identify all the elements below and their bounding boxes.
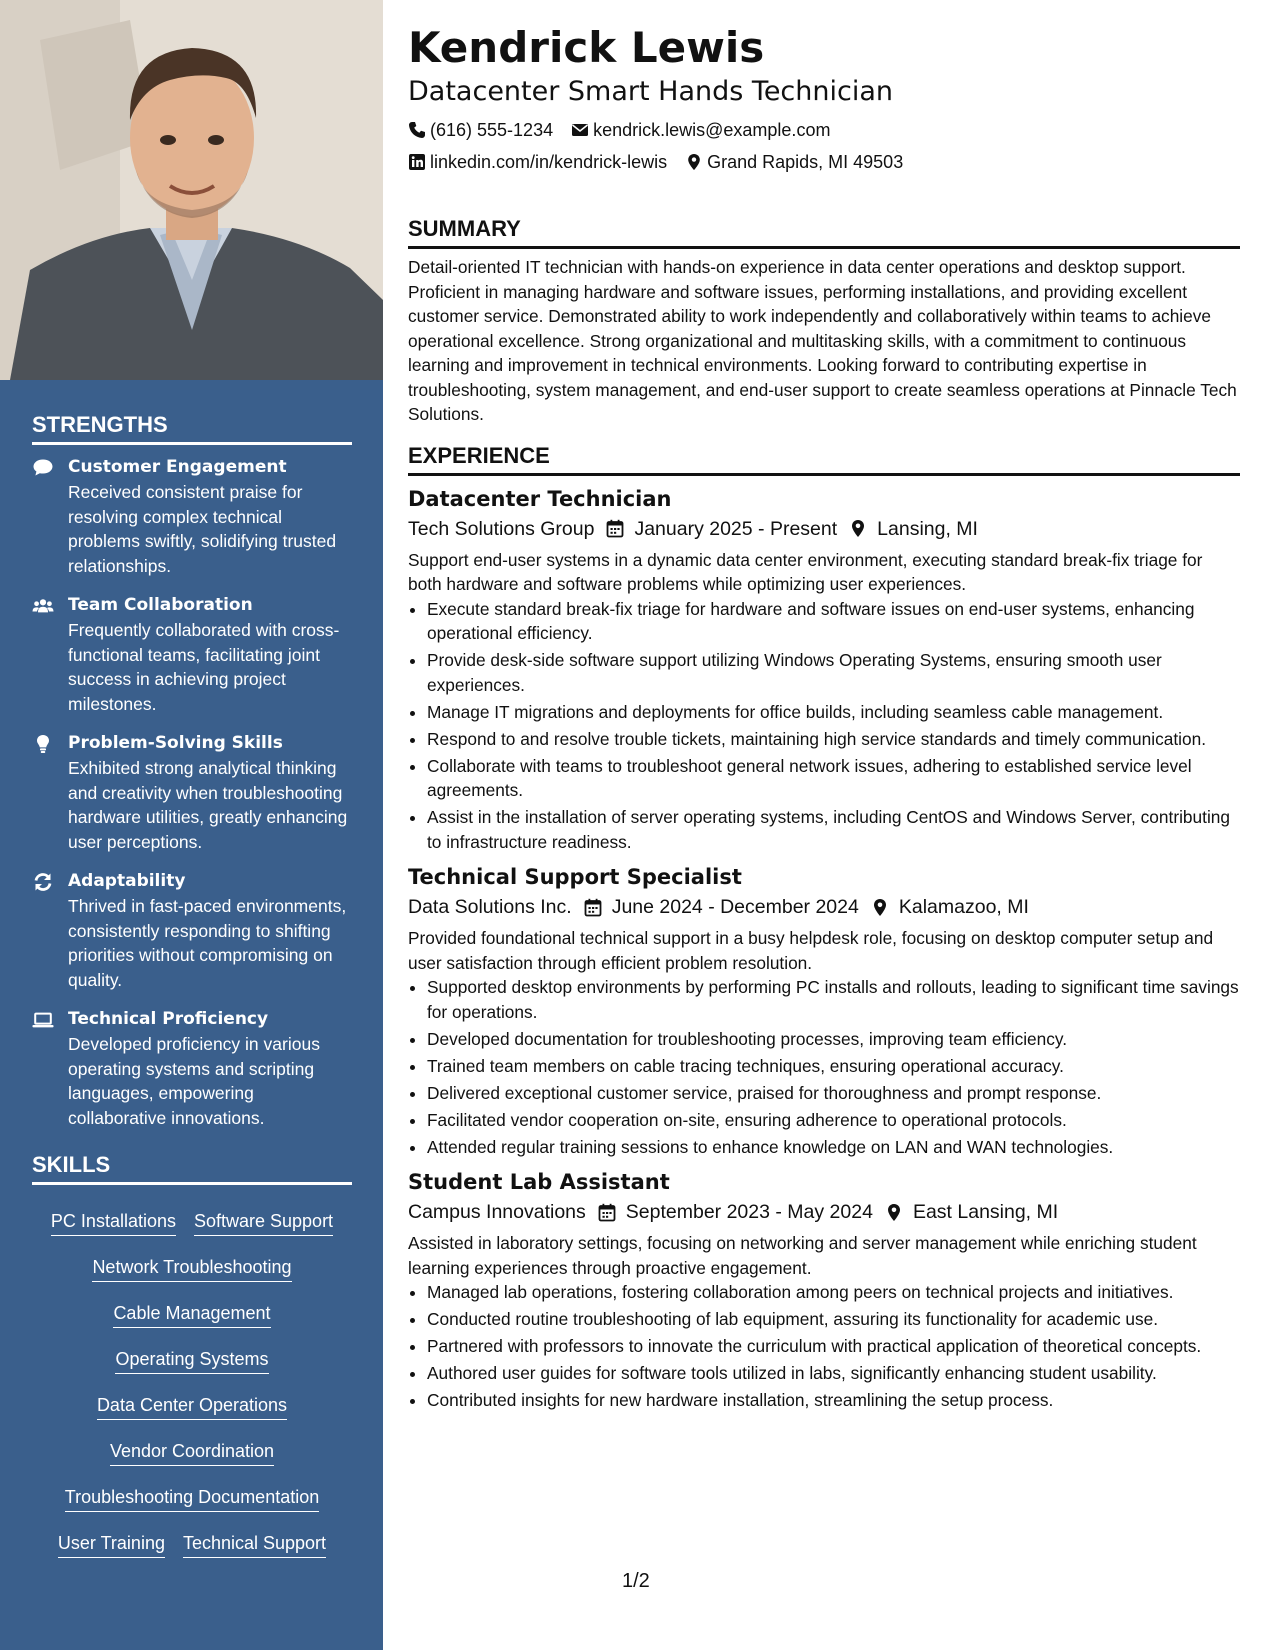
job-bullet: • Partnered with professors to innovate the curriculum with practical application of theoretical concepts. <box>427 1334 1240 1359</box>
job-entry <box>408 484 1240 855</box>
job-bullet: • Provide desk-side software support utilizing Windows Operating Systems, ensuring smooth user experiences. <box>427 648 1240 697</box>
location-text: Grand Rapids, MI 49503 <box>707 152 904 172</box>
skill-tag: Troubleshooting Documentation <box>65 1485 320 1512</box>
profile-photo-illustration <box>0 0 383 380</box>
job-description: Assisted in laboratory settings, focusing on networking and server management while enriching student learning experiences through proactive engagement. <box>408 1233 1197 1278</box>
contact-phone <box>408 114 553 146</box>
profile-photo <box>0 0 383 380</box>
strength-title: Customer Engagement <box>68 457 287 477</box>
main-content <box>408 22 1240 1415</box>
job-bullet: • Developed documentation for troubleshooting processes, improving team efficiency. <box>427 1027 1240 1052</box>
job-meta <box>408 514 1240 544</box>
strength-desc: Received consistent praise for resolving complex technical problems swiftly, solidifying trusted relationships. <box>68 482 337 576</box>
job-title: Technical Support Specialist <box>408 865 742 889</box>
phone-icon <box>408 121 426 139</box>
skill-tag: User Training <box>58 1531 165 1558</box>
laptop-icon <box>32 1007 68 1130</box>
job-bullet: • Manage IT migrations and deployments for office builds, including seamless cable management. <box>427 700 1240 725</box>
skill-tag: PC Installations <box>51 1209 176 1236</box>
job-bullet: • Trained team members on cable tracing techniques, ensuring operational accuracy. <box>427 1054 1240 1079</box>
calendar-icon <box>598 1203 616 1222</box>
contact-email[interactable] <box>571 114 830 146</box>
job-bullet: • Respond to and resolve trouble tickets, maintaining high service standards and timely communication. <box>427 727 1240 752</box>
email-text[interactable]: kendrick.lewis@example.com <box>593 120 831 140</box>
strength-desc: Exhibited strong analytical thinking and creativity when troubleshooting hardware utilities, greatly enhancing user perceptions. <box>68 758 348 852</box>
job-description: Provided foundational technical support in a busy helpdesk role, focusing on desktop computer setup and user satisfaction through efficient problem resolution. <box>408 928 1214 973</box>
job-bullet: • Contributed insights for new hardware installation, streamlining the setup process. <box>427 1388 1240 1413</box>
linkedin-icon <box>408 153 426 171</box>
speech-bubble-icon <box>32 455 68 578</box>
map-pin-icon <box>849 519 867 538</box>
map-pin-icon <box>885 1203 903 1222</box>
contact-location <box>685 146 903 178</box>
calendar-icon <box>606 519 624 538</box>
strength-title: Team Collaboration <box>68 595 253 615</box>
contact-row <box>408 114 1240 146</box>
users-icon <box>32 593 68 716</box>
job-title: Datacenter Technician <box>408 486 672 511</box>
job-location: East Lansing, MI <box>912 1201 1059 1223</box>
experience-heading: EXPERIENCE <box>408 441 1240 476</box>
job-description: Support end-user systems in a dynamic data center environment, executing standard break-fix triage for both hardware and software problems while optimizing user experiences. <box>408 549 1203 594</box>
job-dates: January 2025 - Present <box>634 517 838 540</box>
job-bullet: • Authored user guides for software tools utilized in labs, significantly enhancing student usability. <box>427 1361 1240 1386</box>
map-pin-icon <box>685 153 703 171</box>
skills-heading: SKILLS <box>32 1152 352 1185</box>
job-bullet: • Delivered exceptional customer service, praised for thoroughness and prompt response. <box>427 1081 1240 1106</box>
strength-item <box>32 455 352 578</box>
summary-heading: SUMMARY <box>408 214 1240 249</box>
job-bullet: • Attended regular training sessions to enhance knowledge on LAN and WAN technologies. <box>427 1135 1240 1160</box>
job-bullets <box>408 1280 1240 1413</box>
job-bullet: • Assist in the installation of server operating systems, including CentOS and Windows Server, contributing to infrastructure readiness. <box>427 805 1240 854</box>
job-entry <box>408 862 1240 1159</box>
strength-title: Technical Proficiency <box>68 1009 269 1029</box>
refresh-icon <box>32 869 68 992</box>
linkedin-text[interactable]: linkedin.com/in/kendrick-lewis <box>430 152 668 172</box>
sidebar-content <box>32 412 352 1567</box>
job-location: Lansing, MI <box>877 517 978 540</box>
job-location: Kalamazoo, MI <box>898 896 1029 918</box>
strength-item <box>32 1007 352 1130</box>
job-company: Data Solutions Inc. <box>408 896 572 918</box>
phone-text: (616) 555-1234 <box>430 120 554 140</box>
strength-desc: Frequently collaborated with cross-functional teams, facilitating joint success in achieving project milestones. <box>68 620 340 714</box>
strength-title: Adaptability <box>68 871 186 891</box>
skill-tag: Data Center Operations <box>97 1393 287 1420</box>
skill-tag: Network Troubleshooting <box>92 1255 291 1282</box>
job-dates: September 2023 - May 2024 <box>625 1201 873 1223</box>
job-dates: June 2024 - December 2024 <box>611 896 859 918</box>
sidebar <box>0 0 383 1650</box>
skill-tag: Operating Systems <box>115 1347 268 1374</box>
strengths-heading: STRENGTHS <box>32 412 352 445</box>
job-company: Tech Solutions Group <box>408 517 595 540</box>
strength-item <box>32 593 352 716</box>
summary-text: Detail-oriented IT technician with hands-on experience in data center operations and desktop support. Proficient in managing hardware and software issues, performing installations, and providing excellent customer service. Demonstrated ability to work independently and collaboratively within teams to achieve operational excellence. Strong organizational and multitasking skills, with a commitment to continuous learning and improvement in technical environments. Looking forward to contributing expertise in troubleshooting, system management, and end-user support to create seamless operations at Pinnacle Tech Solutions. <box>408 257 1237 424</box>
page-number: 1/2 <box>622 1570 650 1592</box>
strength-desc: Thrived in fast-paced environments, consistently responding to shifting priorities without compromising on quality. <box>68 896 347 990</box>
skill-tag: Software Support <box>194 1209 333 1236</box>
job-title: Student Lab Assistant <box>408 1170 670 1194</box>
job-bullet: • Conducted routine troubleshooting of lab equipment, assuring its functionality for academic use. <box>427 1307 1240 1332</box>
contact-linkedin[interactable] <box>408 146 667 178</box>
candidate-title: Datacenter Smart Hands Technician <box>408 76 894 107</box>
calendar-icon <box>584 898 602 917</box>
job-entry <box>408 1167 1240 1413</box>
contact-row <box>408 146 1240 178</box>
job-meta <box>408 892 1240 922</box>
job-bullets <box>408 975 1240 1159</box>
skill-tag: Vendor Coordination <box>110 1439 274 1466</box>
skill-tag: Cable Management <box>113 1301 270 1328</box>
job-bullets <box>408 597 1240 855</box>
job-bullet: • Collaborate with teams to troubleshoot general network issues, adhering to established service level agreements. <box>427 754 1240 803</box>
map-pin-icon <box>871 898 889 917</box>
job-bullet: • Facilitated vendor cooperation on-site, ensuring adherence to operational protocols. <box>427 1108 1240 1133</box>
job-meta <box>408 1197 1240 1227</box>
strength-item <box>32 731 352 854</box>
envelope-icon <box>571 121 589 139</box>
job-bullet: • Supported desktop environments by performing PC installs and rollouts, leading to significant time savings for operations. <box>427 975 1240 1024</box>
strength-title: Problem-Solving Skills <box>68 733 283 753</box>
lightbulb-icon <box>32 731 68 854</box>
job-bullet: • Managed lab operations, fostering collaboration among peers on technical projects and initiatives. <box>427 1280 1240 1305</box>
candidate-name: Kendrick Lewis <box>408 23 765 72</box>
job-bullet: • Execute standard break-fix triage for hardware and software issues on end-user systems, enhancing operational efficiency. <box>427 597 1240 646</box>
strength-desc: Developed proficiency in various operating systems and scripting languages, empowering collaborative innovations. <box>68 1034 320 1128</box>
job-company: Campus Innovations <box>408 1201 586 1223</box>
skill-tag: Technical Support <box>183 1531 326 1558</box>
skills-list <box>32 1195 352 1567</box>
strength-item <box>32 869 352 992</box>
